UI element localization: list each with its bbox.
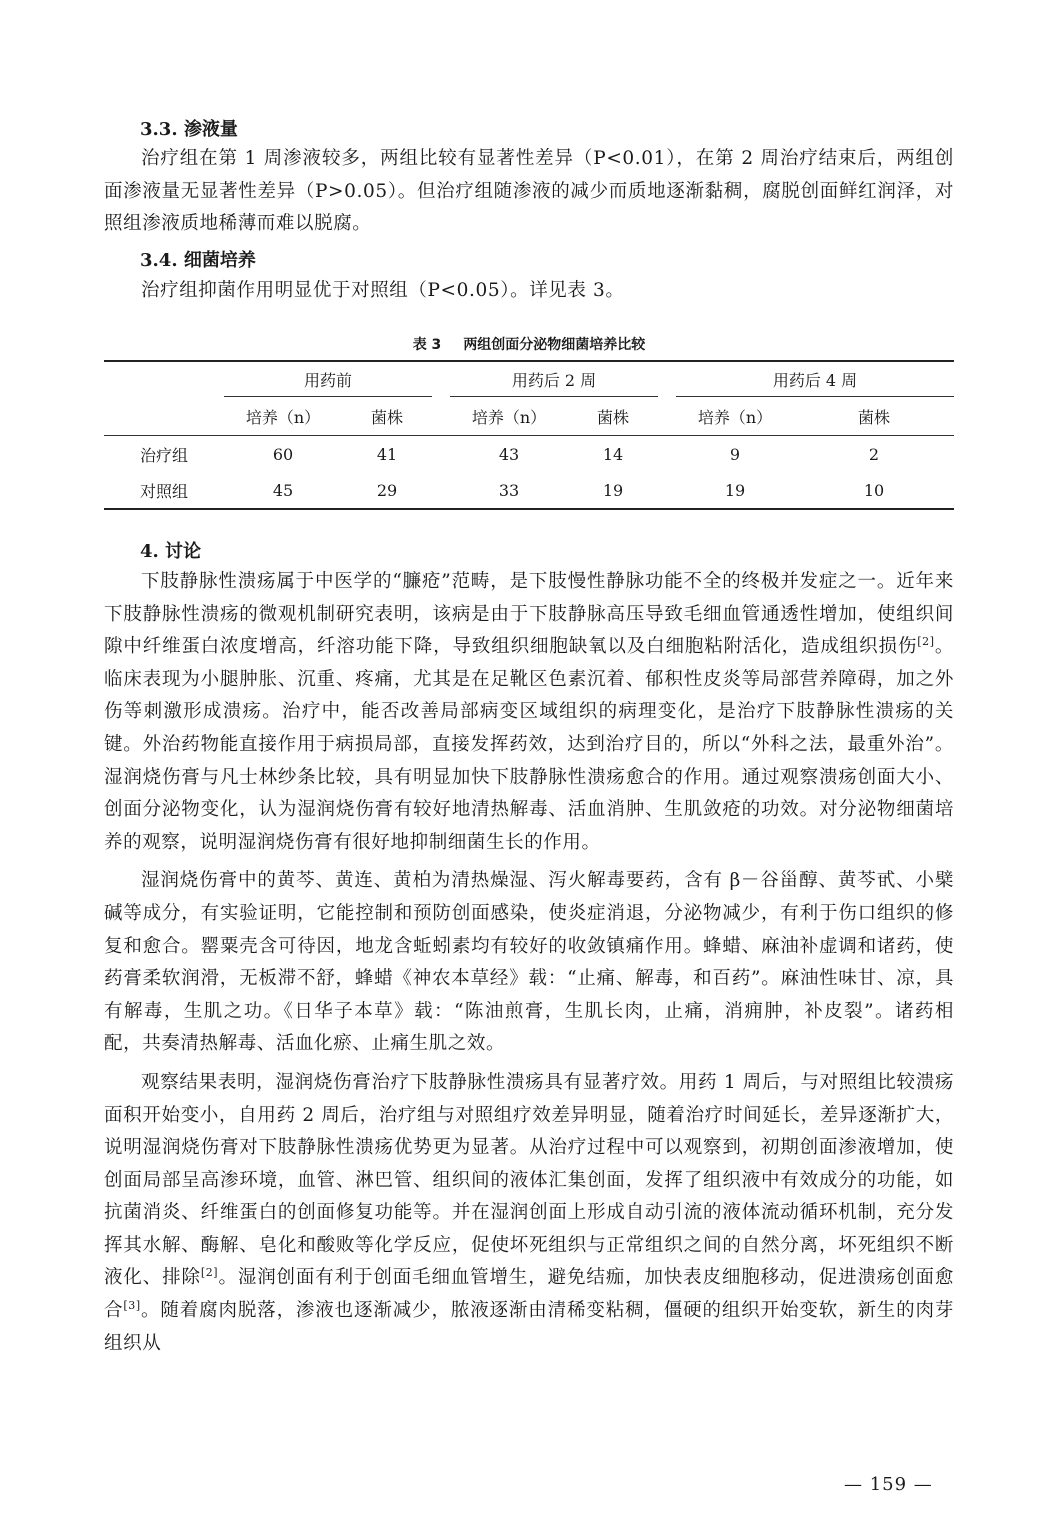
table-row xyxy=(104,436,954,473)
paragraph: 治疗组抑菌作用明显优于对照组（P<0.05）。详见表 3。 xyxy=(141,280,625,301)
citation-marker: [2] xyxy=(200,1266,219,1280)
table-group-header: 用药后 4 周 xyxy=(676,362,954,397)
paragraph-text: 。随着腐肉脱落，渗液也逐渐减少，脓液逐渐由清稀变粘稠，僵硬的组织开始变软，新生的肉芽组织从 xyxy=(104,1300,954,1354)
table-subheader: 培养（n） xyxy=(224,397,342,436)
table-cell: 19 xyxy=(676,472,794,509)
paragraph-text: 。湿润创面有利于创面毛细血管增生，避免结痂，加快表皮细胞移动，促进溃疡创面愈合 xyxy=(104,1267,954,1322)
row-label: 对照组 xyxy=(104,472,224,509)
paragraph-text: 下肢静脉性溃疡属于中医学的“臁疮”范畴，是下肢慢性静脉功能不全的终极并发症之一。近年来下肢静脉性溃疡的微观机制研究表明，该病是由于下肢静脉高压导致毛细血管通透性增加，使组织间隙中纤维蛋白浓度增高，纤溶功能下降，导致组织细胞缺氧以及白细胞粘附活化，造成组织损伤 xyxy=(104,571,954,658)
table-cell: 2 xyxy=(868,444,880,464)
table-subheader: 菌株 xyxy=(342,397,432,436)
paragraph xyxy=(104,1067,954,1360)
section-3-4-heading: 3.4. 细菌培养 xyxy=(140,250,256,271)
table-cell: 19 xyxy=(568,472,658,509)
table-subheader-row xyxy=(104,397,954,436)
section-4-heading: 4. 讨论 xyxy=(140,541,202,562)
table-cell: 10 xyxy=(794,472,954,509)
bacteria-culture-table xyxy=(104,360,954,510)
paragraph-text: 。临床表现为小腿肿胀、沉重、疼痛，尤其是在足靴区色素沉着、郁积性皮炎等局部营养障碍，加之外伤等刺激形成溃疡。治疗中，能否改善局部病变区域组织的病理变化，是治疗下肢静脉性溃疡的关键。外治药物能直接作用于病损局部，直接发挥药效，达到治疗目的，所以“外科之法，最重外治”。湿润烧伤膏与凡士林纱条比较，具有明显加快下肢静脉性溃疡愈合的作用。通过观察溃疡创面大小、创面分泌物变化，认为湿润烧伤膏有较好地清热解毒、活血消肿、生肌敛疮的功效。对分泌物细菌培养的观察，说明湿润烧伤膏有很好地抑制细菌生长的作用。 xyxy=(104,636,954,853)
table-group-header: 用药前 xyxy=(224,362,432,397)
table-caption xyxy=(104,334,954,354)
table-cell: 45 xyxy=(224,472,342,509)
table-subheader: 菌株 xyxy=(794,397,954,436)
table-cell: 41 xyxy=(376,444,398,464)
table-cell: 33 xyxy=(450,472,568,509)
table-group-header-row xyxy=(104,362,954,397)
citation-marker: [2] xyxy=(917,635,935,649)
section-4-body xyxy=(104,566,954,1360)
table-row xyxy=(104,472,954,509)
paragraph-text: 观察结果表明，湿润烧伤膏治疗下肢静脉性溃疡具有显著疗效。用药 1 周后，与对照组比较溃疡面积开始变小，自用药 2 周后，治疗组与对照组疗效差异明显，随着治疗时间延长，差异逐渐扩大，说明湿润烧伤膏对下肢静脉性溃疡优势更为显著。从治疗过程中可以观察到，初期创面渗液增加，使创面局部呈高渗环境，血管、淋巴管、组织间的液体汇集创面，发挥了组织液中有效成分的功能，如抗菌消炎、纤维蛋白的创面修复功能等。并在湿润创面上形成自动引流的液体流动循环机制，充分发挥其水解、酶解、皂化和酸败等化学反应，促使坏死组织与正常组织之间的自然分离，坏死组织不断液化、排除 xyxy=(104,1071,954,1289)
section-3-3-heading: 3.3. 渗液量 xyxy=(140,119,238,140)
row-label: 治疗组 xyxy=(139,445,188,465)
table-group-header: 用药后 2 周 xyxy=(450,362,658,397)
table-subheader: 菌株 xyxy=(568,397,658,436)
table-cell: 9 xyxy=(729,444,741,464)
paragraph: 湿润烧伤膏中的黄芩、黄连、黄柏为清热燥湿、泻火解毒要药，含有 β－谷甾醇、黄芩甙、小檗碱等成分，有实验证明，它能控制和预防创面感染，使炎症消退，分泌物减少，有利于伤口组织的修复和愈合。罂粟壳含可待因，地龙含蚯蚓素均有较好的收敛镇痛作用。蜂蜡、麻油补虚调和诸药，使药膏柔软润滑，无板滞不舒，蜂蜡《神农本草经》载：“止痛、解毒，和百药”。麻油性味甘、凉，具有解毒，生肌之功。《日华子本草》载：“陈油煎膏，生肌长肉，止痛，消痈肿，补皮裂”。诸药相配，共奏清热解毒、活血化瘀、止痛生肌之效。 xyxy=(104,870,954,1055)
page-number: — 159 — xyxy=(844,1474,933,1495)
table-subheader: 培养（n） xyxy=(676,397,794,436)
section-3-4-body xyxy=(104,275,954,308)
table-label: 表 3 xyxy=(412,337,442,353)
table-title: 两组创面分泌物细菌培养比较 xyxy=(463,337,646,353)
table-cell: 14 xyxy=(602,444,624,464)
table-cell: 60 xyxy=(272,444,294,464)
table-cell: 43 xyxy=(498,444,520,464)
table-subheader: 培养（n） xyxy=(450,397,568,436)
paragraph xyxy=(104,566,954,859)
section-3-3-body xyxy=(104,143,954,241)
paragraph: 治疗组在第 1 周渗液较多，两组比较有显著性差异（P<0.01），在第 2 周治疗结束后，两组创面渗液量无显著性差异（P>0.05）。但治疗组随渗液的减少而质地逐渐黏稠，腐脱创面鲜红润泽，对照组渗液质地稀薄而难以脱腐。 xyxy=(104,148,954,235)
table-cell: 29 xyxy=(342,472,432,509)
citation-marker: [3] xyxy=(123,1298,141,1312)
